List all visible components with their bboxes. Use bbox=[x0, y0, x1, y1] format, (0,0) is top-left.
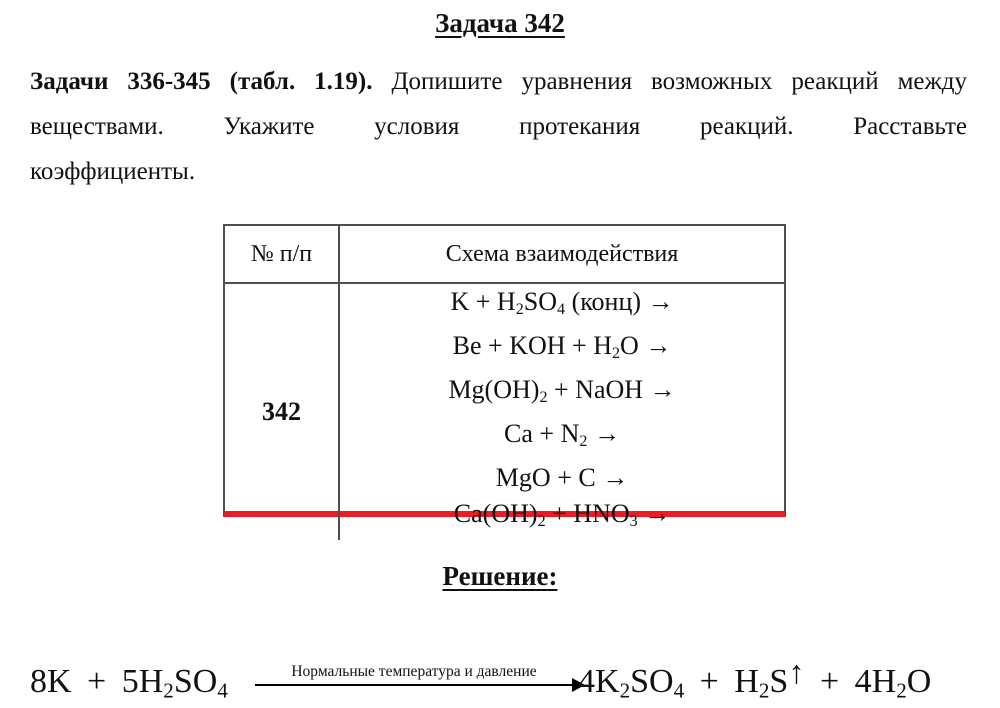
reaction-arrow bbox=[255, 662, 573, 686]
page-title: Задача 342 bbox=[435, 8, 565, 38]
problem-lead-rest: Допишите уравнения возможных реакций между bbox=[372, 68, 968, 95]
reaction-equation: $Ca(OH)_2 + HNO_3$ → bbox=[453, 499, 671, 531]
table-header-number: № п/п bbox=[225, 226, 340, 282]
reaction-equation: $K + H_2SO_4$ (конц) → bbox=[450, 287, 674, 319]
problem-lead-bold: Задачи 336-345 (табл. 1.19). bbox=[30, 68, 373, 95]
problem-statement-line-2: веществами. Укажите условия протекания реакций. Расставьте bbox=[30, 113, 967, 140]
document-page bbox=[0, 8, 1000, 703]
table-row bbox=[225, 284, 784, 531]
solution-heading: Решение: bbox=[442, 561, 558, 591]
reaction-equation: Be + KOH + $H_2O$ → bbox=[452, 331, 672, 363]
reaction-equation: MgO + C → bbox=[495, 463, 629, 493]
reaction-equation: $Mg(OH)_2$ + NaOH → bbox=[448, 375, 676, 407]
table-row-number: 342 bbox=[225, 284, 340, 540]
reaction-condition-label: Нормальные температура и давление bbox=[291, 663, 537, 680]
problem-statement bbox=[30, 59, 967, 194]
table-header-row bbox=[225, 226, 784, 284]
solution-equation-left: $8K + 5H_2SO_4$ bbox=[30, 663, 228, 703]
table-header-scheme: Схема взаимодействия bbox=[445, 240, 679, 267]
reactions-table bbox=[223, 224, 786, 531]
reaction-equation: $Ca + N_2$ → bbox=[504, 419, 620, 451]
problem-statement-line-3: коэффициенты. bbox=[30, 158, 196, 185]
reaction-arrow-line bbox=[255, 684, 573, 686]
solution-equation-right: $4K_2SO_4$ + $H_2S↑ + 4H_2O$ bbox=[578, 653, 932, 703]
solution-equation bbox=[0, 648, 1000, 708]
problem-statement-line-1 bbox=[30, 59, 967, 104]
reaction-list bbox=[340, 284, 784, 540]
